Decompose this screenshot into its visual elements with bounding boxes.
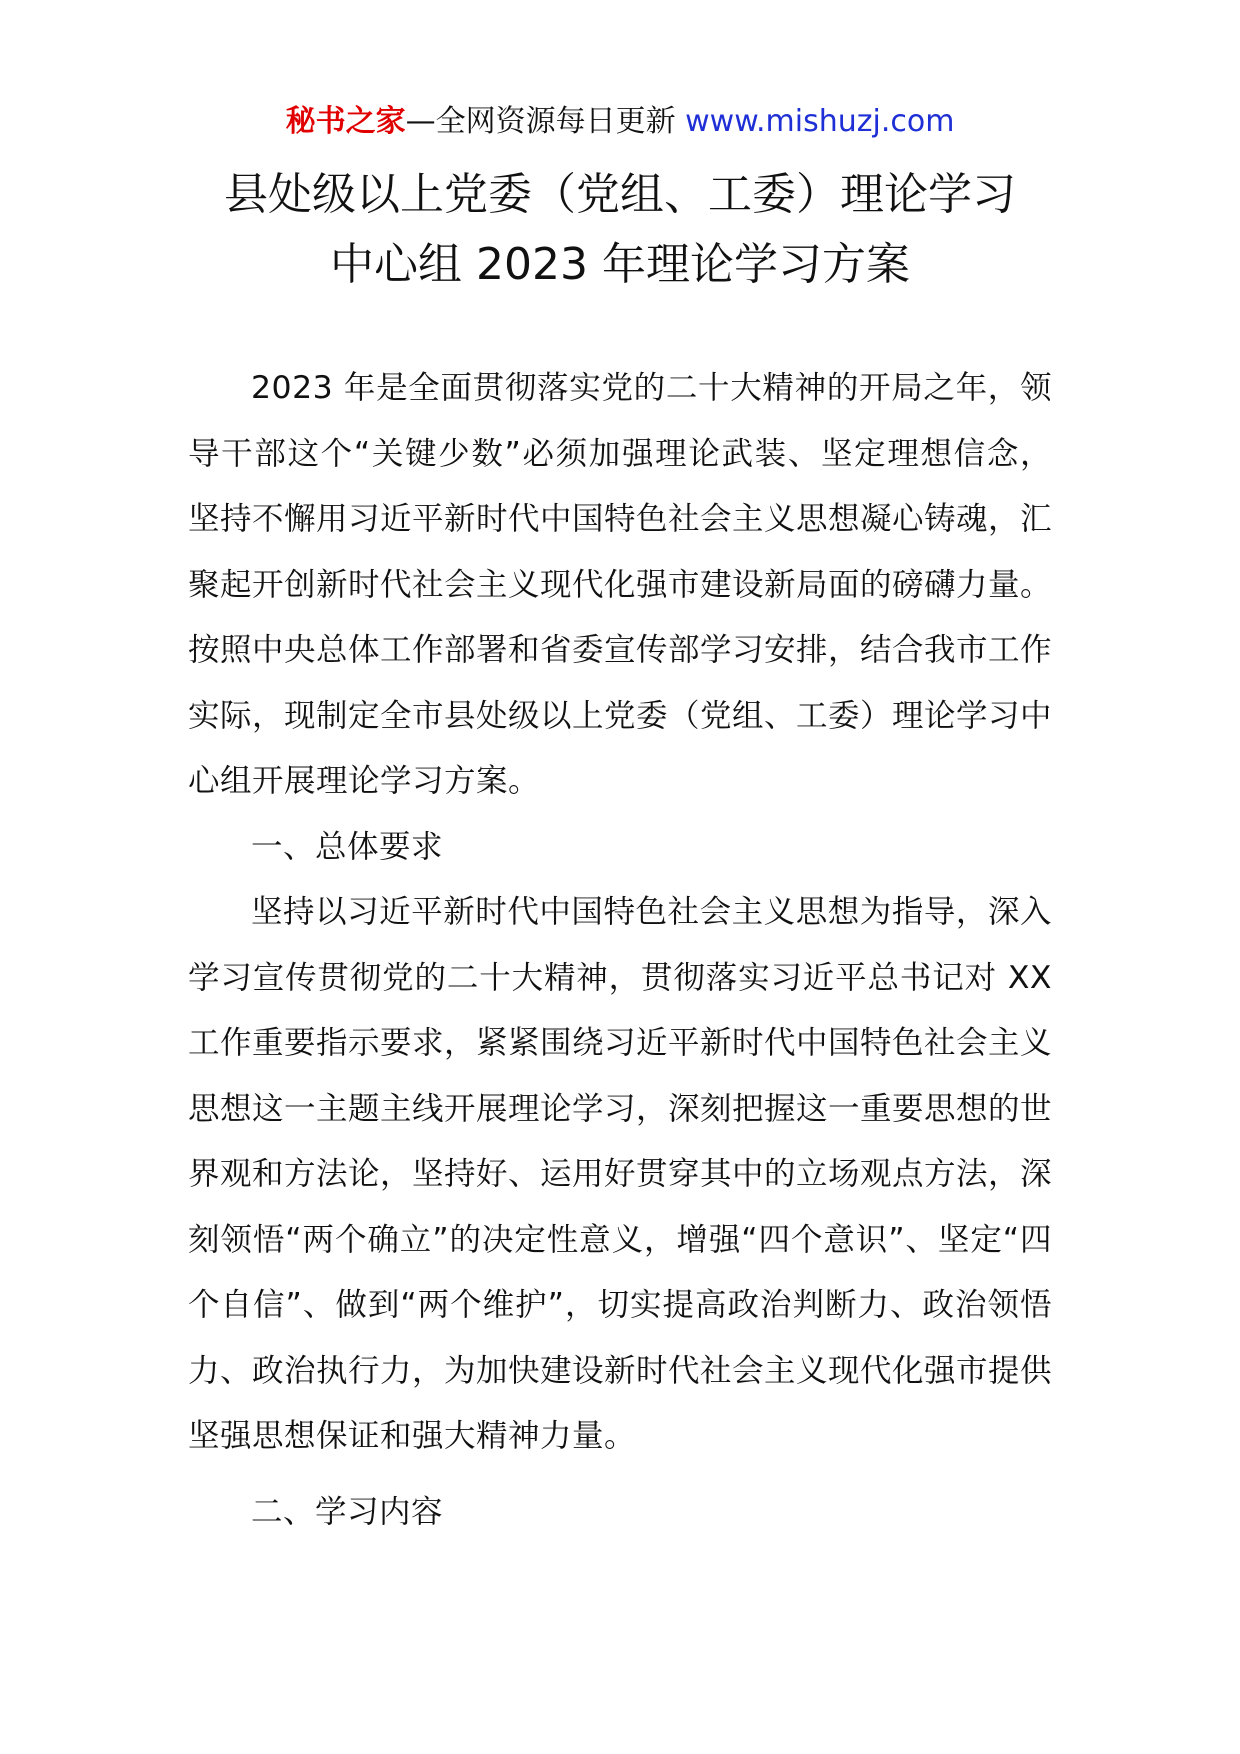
section-heading-study-content: 二、学习内容 — [251, 1493, 444, 1530]
site-brand: 秘书之家 — [285, 104, 406, 139]
site-url-link[interactable]: www.mishuzj.com — [685, 104, 955, 139]
general-requirements-paragraph: 坚持以习近平新时代中国特色社会主义思想为指导，深入学习宣传贯彻党的二十大精神，贯彻落实习近平总书记对 XX 工作重要指示要求，紧紧围绕习近平新时代中国特色社会主义思想这一主题主线开展理论学习，深刻把握这一重要思想的世界观和方法论，坚持好、运用好贯穿其中的立场观点方法，深刻领悟“两个确立”的决定性意义，增强“四个意识”、坚定“四个自信”、做到“两个维护”，切实提高政治判断力、政治领悟力、政治执行力，为加快建设新时代社会主义现代化强市提供坚强思想保证和强大精神力量。 — [188, 894, 1053, 1454]
site-header — [0, 102, 1240, 142]
site-tagline: —全网资源每日更新 — [405, 104, 676, 139]
intro-paragraph: 2023 年是全面贯彻落实党的二十大精神的开局之年，领导干部这个“关键少数”必须加强理论武装、坚定理想信念，坚持不懈用习近平新时代中国特色社会主义思想凝心铸魂，汇聚起开创新时代社会主义现代化强市建设新局面的磅礴力量。按照中央总体工作部署和省委宣传部学习安排，结合我市工作实际，现制定全市县处级以上党委（党组、工委）理论学习中心组开展理论学习方案。 — [188, 370, 1053, 799]
section-heading-general-requirements: 一、总体要求 — [251, 828, 444, 865]
document-title-line-1: 县处级以上党委（党组、工委）理论学习 — [224, 169, 1016, 220]
document-title — [0, 160, 1240, 300]
document-title-line-2: 中心组 2023 年理论学习方案 — [330, 239, 910, 290]
document-body — [188, 356, 1052, 1545]
